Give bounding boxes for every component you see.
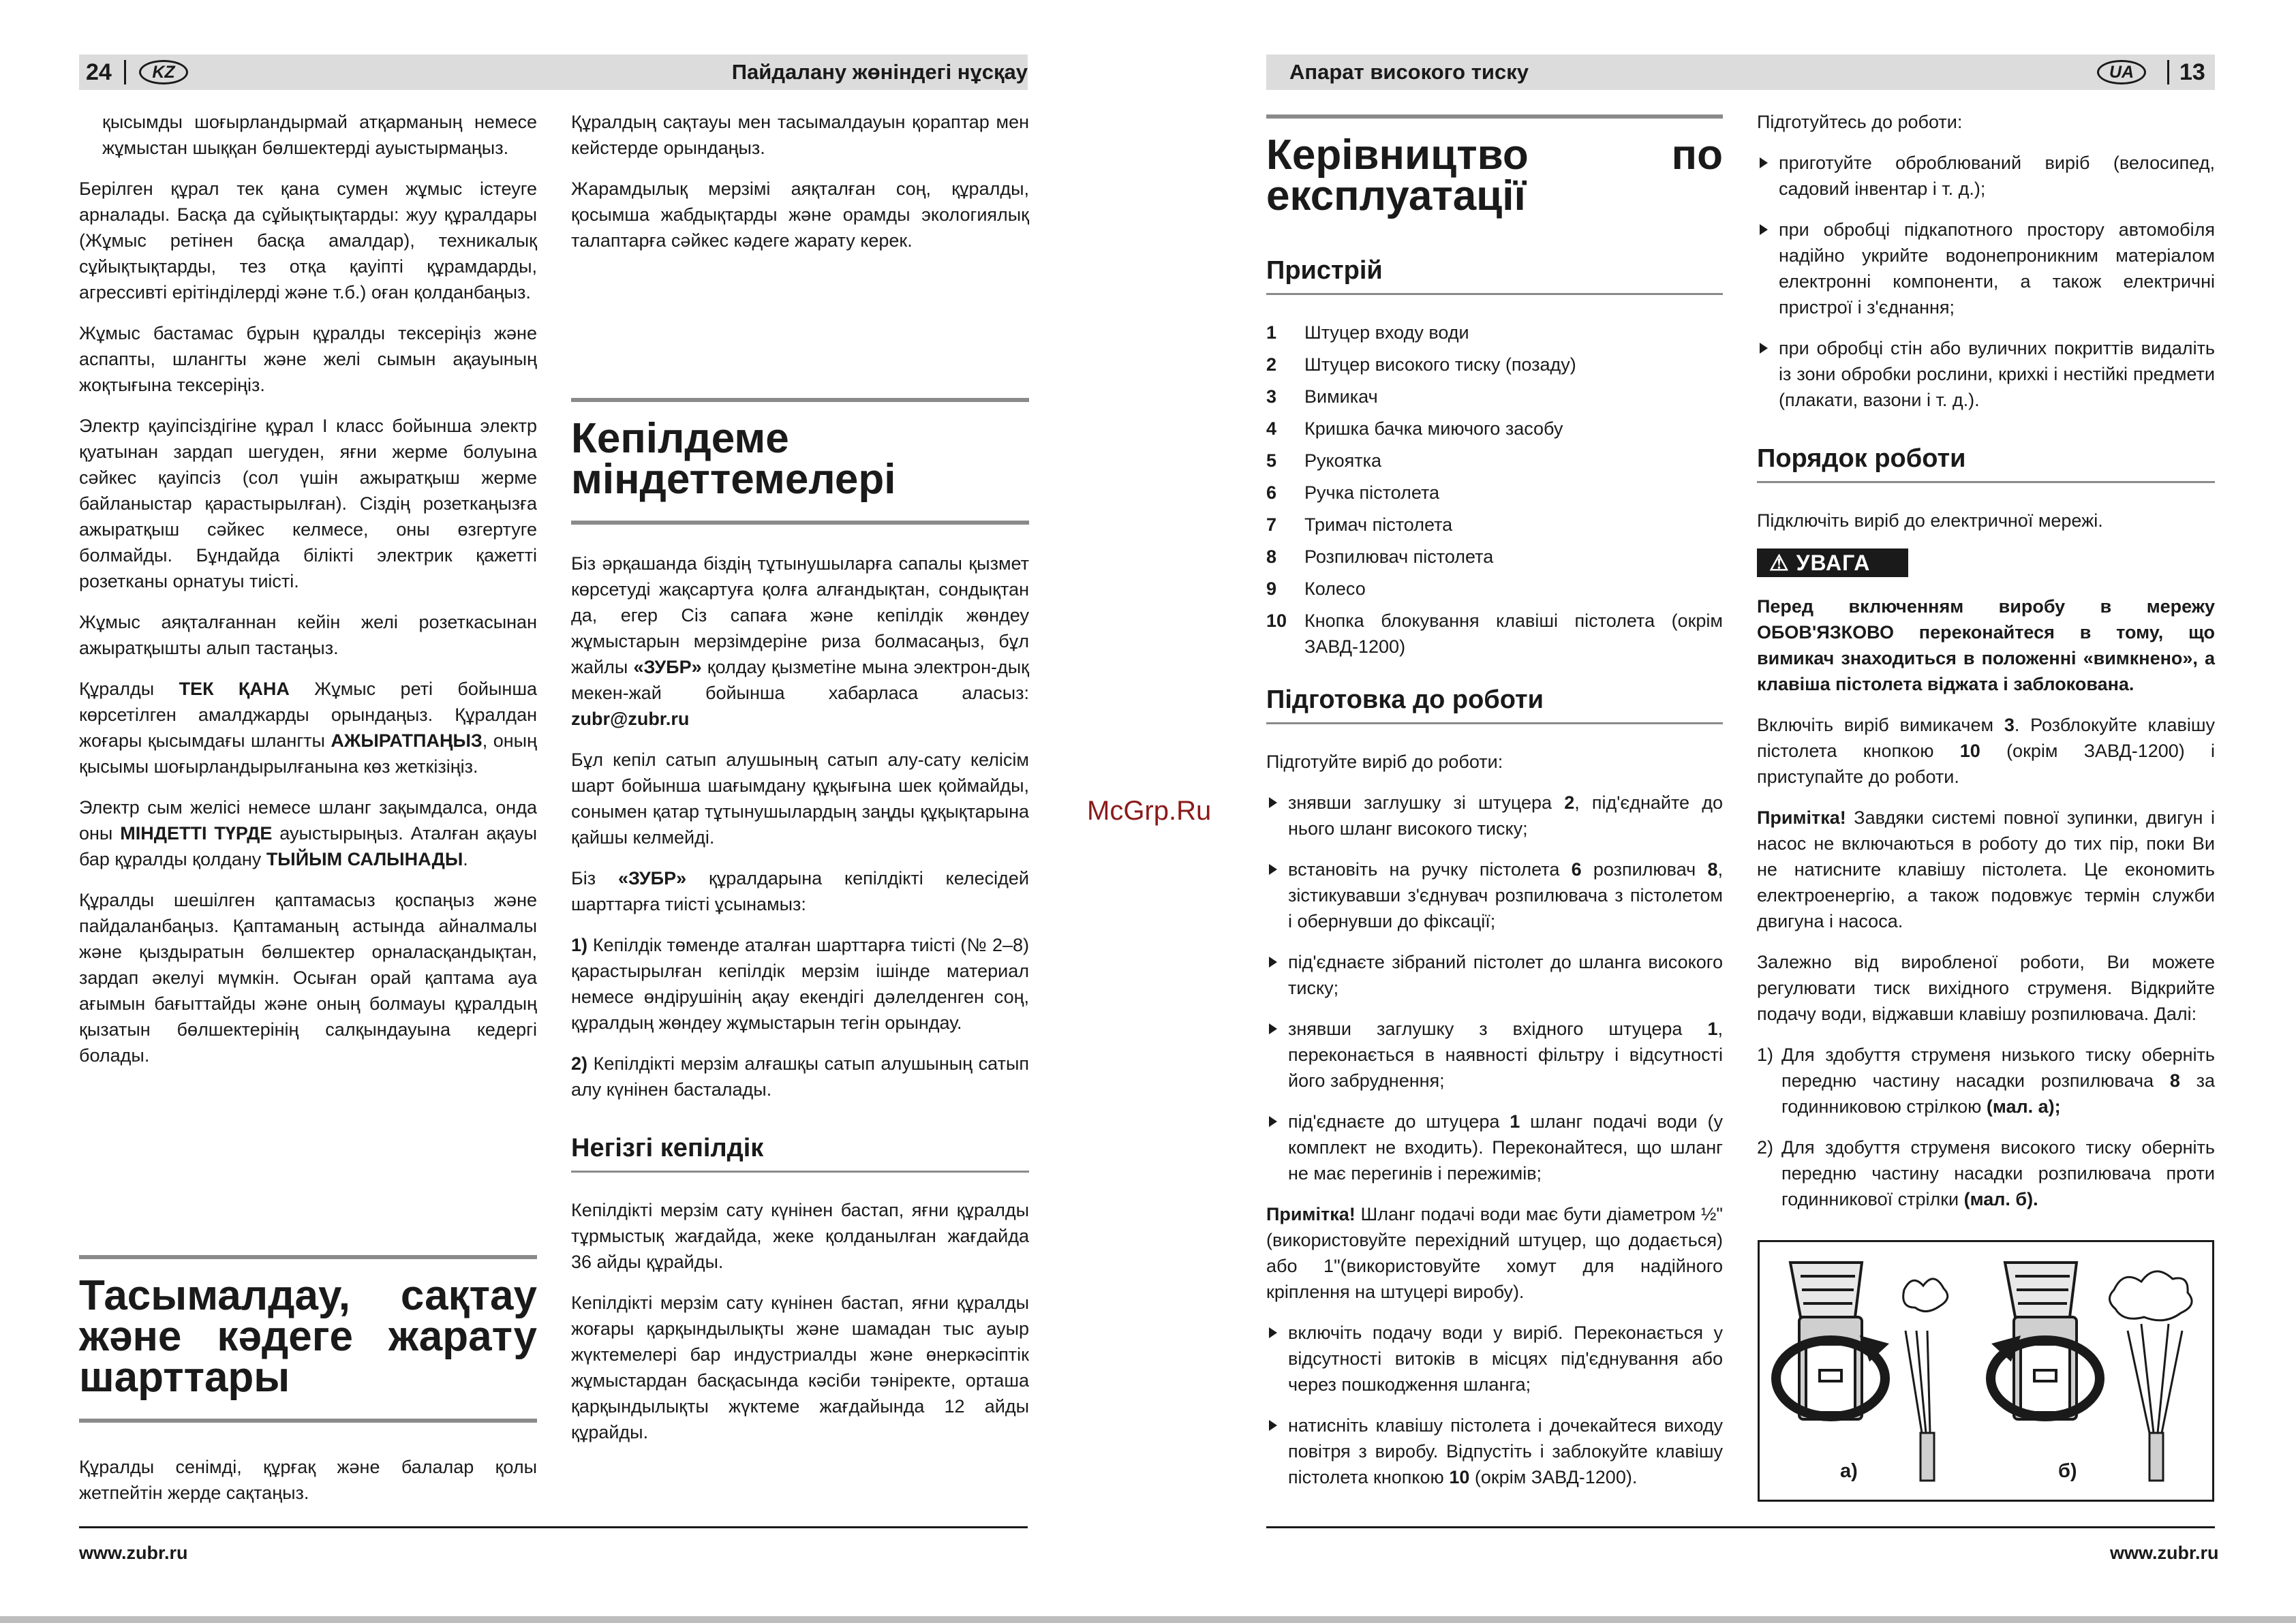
- list-item: при обробці підкапотного простору автомобіля надійно укрийте водонепроникним матеріалом електронні компоненти, а також електричні пристрої і з'єднання;: [1757, 217, 2215, 320]
- list-item: під'єднаєте зібраний пістолет до шланга високого тиску;: [1266, 949, 1723, 1001]
- list-item: 1 Штуцер входу води: [1266, 322, 1469, 343]
- list-item: приготуйте оброблюваний виріб (велосипед, садовий інвентар і т. д.);: [1757, 150, 2215, 202]
- paragraph: Электр қауіпсіздігіне құрал I класс бойынша электр қуатынан зардап шегуден, яғни жерме болуына сәйкес қауіпсіз (сол үшін ажыратқыш жерме байланыстар қарастырылған). Сіздің розеткаңызға ажыратқыш сәйкес келмесе, оны өзгертуге болмайды. Бұндайда білікті электрик қажетті розетканы орнатуы тиісті.: [79, 416, 537, 591]
- paragraph: Підготуйте виріб до роботи:: [1266, 752, 1503, 772]
- paragraph: Залежно від виробленої роботи, Ви можете регулювати тиск вихідного струменя. Відкрийте подачу води, віджавши клавішу розпилювача. Далі:: [1757, 952, 2215, 1024]
- preparation-list: [1266, 790, 1723, 1186]
- list-item: 7 Тримач пістолета: [1266, 514, 1453, 535]
- paragraph: Электр сым желісі немесе шланг зақымдалса, онда оны МІНДЕТТІ ТҮРДЕ ауыстырыңыз. Аталған ақауы бар құралды қолдану ТЫЙЫМ САЛЫНАДЫ.: [79, 797, 537, 869]
- list-item: 2 Штуцер високого тиску (позаду): [1266, 354, 1576, 375]
- nozzle-illustration: [1760, 1242, 2212, 1500]
- paragraph: Құралды шешілген қаптамасыз қоспаңыз және пайдаланбаңыз. Қаптаманың астында айналмалы және қыздыратын бөлшектер орналасқандықтан, зардап әкелуі мүмкін. Осыған орай қаптама ауа ағымын бағыттайды және оның болмауы құралдың қызатын бөлшектерінің салқындауына кедергі болады.: [79, 890, 537, 1066]
- list-item: під'єднаєте до штуцера 1 шланг подачі води (у комплект не входить). Переконайтеся, що шланг не має перегинів і пережимів;: [1266, 1109, 1723, 1186]
- paragraph: Құралды ТЕК ҚАНА Жұмыс реті бойынша көрсетілген амалджарды орындаңыз. Құралдан жоғары қысымдағы шлангты АЖЫРАТПАҢЫЗ, оның қысымы шоғырландырылғанына көз жеткізіңіз.: [79, 679, 538, 777]
- transport-section: [79, 1255, 537, 1521]
- left-column-2: [571, 109, 1029, 268]
- list-item: включіть подачу води у виріб. Переконається у відсутності витоків в місцях під'єднування або через пошкодження шланга;: [1266, 1320, 1723, 1397]
- list-item: 9 Колесо: [1266, 578, 1366, 599]
- left-header-title: Пайдалану жөніндегі нұсқау: [731, 60, 1028, 84]
- note-paragraph: Примітка! Завдяки системі повної зупинки, двигун і насос не включаються в роботу до тих пір, поки Ви не натисните клавішу пістолета. Це економить електроенергію, а також подовжує термін служби двигуна і насоса.: [1757, 807, 2215, 931]
- warranty-heading-block: [571, 398, 1029, 525]
- right-page-number-separator: [2167, 60, 2169, 84]
- paragraph: 1) Кепілдік төменде аталған шарттарға тиісті (№ 2–8) қарастырылған кепілдік мерзім ішінде материал немесе өндірушінің ақау екендігі дәлелденген соң, құралдың жөндеу жұмыстарын тегін орындау.: [571, 935, 1029, 1033]
- paragraph: қысымды шоғырландырмай атқарманың немесе жұмыстан шыққан бөлшектерді ауыстырмаңыз.: [102, 112, 537, 158]
- right-column-2: [1757, 109, 2215, 1227]
- prepare-list: [1757, 150, 2215, 413]
- paragraph: Жұмыс аяқталғаннан кейін желі розеткасынан ажыратқышты алып тастаңыз.: [79, 612, 537, 658]
- left-column-1: [79, 109, 537, 1083]
- bottom-scan-band: [0, 1616, 2296, 1623]
- left-footer-rule: [79, 1526, 1028, 1528]
- preparation-list-2: [1266, 1320, 1723, 1490]
- paragraph: 2) Кепілдікті мерзім алғашқы сатып алушының сатып алу күнінен басталады.: [571, 1053, 1029, 1100]
- right-footer-rule: [1266, 1526, 2215, 1528]
- paragraph: Кепілдікті мерзім сату күнінен бастап, яғни құралды тұрмыстық жағдайда, жеке қолданылған жағдайда 36 айды құрайды.: [571, 1200, 1029, 1272]
- figure-label-a: а): [1840, 1460, 1858, 1482]
- warranty-section: [571, 398, 1029, 1460]
- left-footer-url: www.zubr.ru: [79, 1543, 188, 1563]
- step-item: 1) Для здобуття струменя низького тиску оберніть передню частину насадки розпилювача 8 за годинниковою стрілкою (мал. а);: [1757, 1045, 2215, 1117]
- list-item: 4 Кришка бачка миючого засобу: [1266, 418, 1563, 439]
- right-header-title: Апарат високого тиску: [1289, 60, 1529, 84]
- list-item: знявши заглушку з вхідного штуцера 1, переконається в наявності фільтру і відсутності його забруднення;: [1266, 1016, 1723, 1094]
- right-column-1: [1266, 114, 1723, 1505]
- nozzle-figure: [1758, 1240, 2214, 1502]
- parts-list: [1266, 320, 1723, 660]
- warning-badge: [1757, 548, 1908, 577]
- paragraph: Біз әрқашанда біздің тұтынушыларға сапалы қызмет көрсетуді жақсартуға қолға алғандықтан, сондықтан да, егер Сіз сапаға және кепілдік жөндеу жұмыстарын мерзімдеріне риза болмасаңыз, бұл жайлы «ЗУБР» қолдау қызметіне мына электрон-дық мекен-жай бойынша хабарласа аласыз: zubr@zubr.ru: [571, 553, 1029, 729]
- list-item: 5 Рукоятка: [1266, 450, 1382, 471]
- right-page-number: 13: [2179, 59, 2205, 85]
- watermark: McGrp.Ru: [1087, 796, 1212, 826]
- paragraph: Кепілдікті мерзім сату күнінен бастап, яғни құралды жоғары қарқындылықты және шамадан тыс ауыр жүктемелері бар индустриалды және өнеркәсіптік жұмыстардан басқасында кәсіби тәніректе, орташа қарқындылықты жүктеме жағдайында 12 айды құрайды.: [571, 1293, 1029, 1442]
- right-footer-url: www.zubr.ru: [2110, 1543, 2219, 1563]
- list-item: 10 Кнопка блокування клавіші пістолета (окрім ЗАВД-1200): [1266, 610, 1723, 657]
- left-page-number-separator: [124, 60, 126, 84]
- list-item: встановіть на ручку пістолета 6 розпилювач 8, зістикувавши з'єднувач розпилювача з пістолетом і обернувши до фіксації;: [1266, 856, 1723, 934]
- manual-heading-block: [1266, 114, 1723, 258]
- manual-heading: Керівництво по експлуатації: [1266, 132, 1723, 219]
- step-item: 2) Для здобуття струменя високого тиску оберніть передню частину насадки розпилювача проти годинникової стрілки (мал. б).: [1757, 1137, 2215, 1209]
- paragraph: Құралдың сақтауы мен тасымалдауын қораптар мен кейстерде орындаңыз.: [571, 112, 1029, 158]
- preparation-heading: Підготовка до роботи: [1266, 687, 1723, 724]
- basic-warranty-heading: Негізгі кепілдік: [571, 1135, 1029, 1173]
- warranty-heading: Кепілдеме міндеттемелері: [571, 415, 896, 503]
- transport-heading: Тасымалдау, сақтау және кәдеге жарату шарттары: [79, 1272, 537, 1401]
- paragraph: Підготуйтесь до роботи:: [1757, 112, 1963, 132]
- nozzle-a-drawing: [1776, 1263, 1948, 1481]
- paragraph: Жұмыс бастамас бұрын құралды тексеріңіз және аспапты, шлангты және желі сымын ақауының жоқтығына тексеріңіз.: [79, 323, 537, 395]
- list-item: при обробці стін або вуличних покриттів видаліть із зони обробки рослини, крихкі і нестійкі предмети (плакати, вазони і т. д.).: [1757, 335, 2215, 413]
- kz-language-badge: KZ: [139, 60, 188, 84]
- device-heading: Пристрій: [1266, 258, 1723, 295]
- list-item: 8 Розпилювач пістолета: [1266, 546, 1494, 567]
- list-item: 6 Ручка пістолета: [1266, 482, 1440, 503]
- paragraph: Берілген құрал тек қана сумен жұмыс істеуге арналады. Басқа да сұйықтықтарды: жуу құралдары (Жұмыс ретінен басқа амалдар), техникалық сұйықтықтарды, тез отқа қауіпті құрамдарды, агрессивті ерітінділерді және т.б.) оған қолданбаңыз.: [79, 179, 537, 303]
- warning-text: Перед включенням виробу в мережу ОБОВ'ЯЗКОВО переконайтеся в тому, що вимикач знаходиться в положенні «вимкнено», а клавіша пістолета віджата і заблокована.: [1757, 596, 2215, 694]
- paragraph: Біз «ЗУБР» құралдарына кепілдікті келесідей шарттарға тиісті ұсынамыз:: [571, 868, 1029, 914]
- list-item: 3 Вимикач: [1266, 386, 1378, 407]
- list-item: знявши заглушку зі штуцера 2, під'єднайте до нього шланг високого тиску;: [1266, 790, 1723, 841]
- paragraph: Құралды сенімді, құрғақ және балалар қолы жетпейтін жерде сақтаңыз.: [79, 1457, 537, 1503]
- warning-label: УВАГА: [1796, 551, 1871, 575]
- paragraph: Включіть виріб вимикачем 3. Розблокуйте клавішу пістолета кнопкою 10 (окрім ЗАВД-1200) і приступайте до роботи.: [1757, 715, 2215, 787]
- list-item: натисніть клавішу пістолета і дочекайтеся виходу повітря з виробу. Відпустіть і заблокуйте клавішу пістолета кнопкою 10 (окрім ЗАВД-1200).: [1266, 1412, 1723, 1490]
- transport-heading-block: [79, 1255, 537, 1423]
- left-page-number: 24: [86, 59, 112, 85]
- nozzle-b-drawing: [1991, 1263, 2192, 1481]
- paragraph: Жарамдылық мерзімі аяқталған соң, құралды, қосымша жабдықтарды және орамды экологиялық талаптарға сәйкес кәдеге жарату керек.: [571, 179, 1029, 251]
- figure-label-b: б): [2058, 1460, 2077, 1482]
- note-paragraph: Примітка! Шланг подачі води має бути діаметром ½" (використовуйте перехідний штуцер, що додається) або 1"(використовуйте хомут для надійного кріплення на штуцері виробу).: [1266, 1204, 1723, 1302]
- warning-icon: ⚠: [1769, 551, 1790, 575]
- paragraph: Підключіть виріб до електричної мережі.: [1757, 510, 2103, 531]
- ua-language-badge: UA: [2097, 60, 2146, 84]
- work-order-heading: Порядок роботи: [1757, 446, 2215, 483]
- paragraph: Бұл кепіл сатып алушының сатып алу-сату келісім шарт бойынша шағымдану құқығына шек қоймайды, сонымен қатар тұтынушылардың заңды құқықтарына қайшы келмейді.: [571, 749, 1029, 848]
